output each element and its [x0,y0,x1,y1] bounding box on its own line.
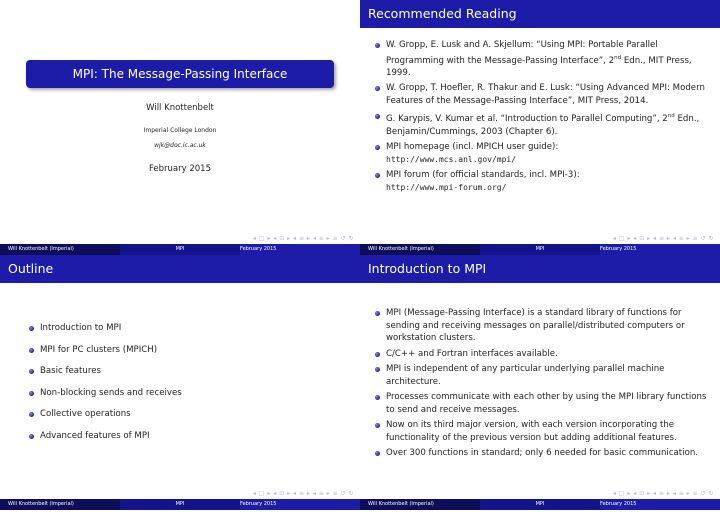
footer-author: Will Knottenbelt (Imperial) [360,244,480,255]
list-item: MPI (Message-Passing Interface) is a standard library of functions for sending and receiving messages on parallel/distributed computers or workstation clusters. [374,307,710,345]
footer-date: February 2015 [240,501,277,507]
frame-title: Recommended Reading [360,0,720,28]
list-item: Advanced features of MPI [28,430,328,443]
slide-3 [0,255,360,518]
footer-page: 3 / 32 [240,512,255,518]
list-item: MPI for PC clusters (MPICH) [28,344,328,357]
footer-author: Will Knottenbelt (Imperial) [0,499,120,510]
list-item: MPI homepage (incl. MPICH user guide): http://www.mcs.anl.gov/mpi/ [374,141,709,166]
footer [0,499,360,518]
list-item: Processes communicate with each other by using the MPI library functions to send and receive messages. [374,391,710,416]
list-item: G. Karypis, V. Kumar et al. “Introduction to Parallel Computing”, 2nd Edn., Benjamin/Cummings, 2003 (Chapter 6). [374,110,709,138]
navigation-symbols[interactable]: ◂ □ ▸ ◂ ⊡ ▸ ◂ ≡ ▸ ◂ ≡ ▸ ≡ ↺ ↻ [252,490,354,497]
navigation-symbols[interactable]: ◂ □ ▸ ◂ ⊡ ▸ ◂ ≡ ▸ ◂ ≡ ▸ ≡ ↺ ↻ [252,235,354,242]
list-item: W. Gropp, E. Lusk and A. Skjellum: “Using MPI: Portable Parallel Programming with the Message-Passing Interface”, 2nd Edn., MIT Press, 1999. [374,39,709,79]
frame-title: Introduction to MPI [360,255,720,283]
footer-short-title: MPI [480,499,600,510]
footer-right [600,244,720,255]
navigation-symbols[interactable]: ◂ □ ▸ ◂ ⊡ ▸ ◂ ≡ ▸ ◂ ≡ ▸ ≡ ↺ ↻ [612,490,714,497]
slide-2 [360,0,720,255]
footer-right [240,244,360,255]
footer-short-title: MPI [120,244,240,255]
list-item: W. Gropp, T. Hoefler, R. Thakur and E. Lusk: “Using Advanced MPI: Modern Features of the Message-Passing Interface”, MIT Press, 2014. [374,82,709,107]
frame-title: Outline [0,255,360,283]
reading-list [374,39,709,197]
footer-date: February 2015 [600,501,637,507]
list-item: Now on its third major version, with each version incorporating the functionality of the previous version but adding additional features. [374,419,710,444]
url-link[interactable]: http://www.mpi-forum.org/ [386,182,507,192]
footer [360,244,720,255]
list-item: Over 300 functions in standard; only 6 needed for basic communication. [374,447,710,460]
presentation-title: MPI: The Message-Passing Interface [26,60,334,88]
footer-right [600,499,720,518]
list-item: Basic features [28,365,328,378]
footer-page: 4 / 32 [600,512,615,518]
list-item: Introduction to MPI [28,322,328,335]
slide-4 [360,255,720,518]
slide-1 [0,0,360,255]
footer-author: Will Knottenbelt (Imperial) [360,499,480,510]
list-item: MPI is independent of any particular underlying parallel machine architecture. [374,363,710,388]
navigation-symbols[interactable]: ◂ □ ▸ ◂ ⊡ ▸ ◂ ≡ ▸ ◂ ≡ ▸ ≡ ↺ ↻ [612,235,714,242]
email: wjk@doc.ic.ac.uk [154,142,206,149]
footer-date: February 2015 [600,246,637,252]
footer-short-title: MPI [120,499,240,510]
list-item: C/C++ and Fortran interfaces available. [374,348,710,361]
intro-list [374,307,710,463]
author: Will Knottenbelt [146,103,214,113]
institution: Imperial College London [143,127,217,134]
outline-list [28,322,328,451]
url-link[interactable]: http://www.mcs.anl.gov/mpi/ [386,154,517,164]
list-item: MPI forum (for official standards, incl. MPI-3): http://www.mpi-forum.org/ [374,169,709,194]
presentation-date: February 2015 [149,164,211,174]
list-item: Non-blocking sends and receives [28,387,328,400]
list-item: Collective operations [28,408,328,421]
footer-right [240,499,360,518]
footer [0,244,360,255]
footer-short-title: MPI [480,244,600,255]
footer-author: Will Knottenbelt (Imperial) [0,244,120,255]
footer [360,499,720,518]
footer-date: February 2015 [240,246,277,252]
